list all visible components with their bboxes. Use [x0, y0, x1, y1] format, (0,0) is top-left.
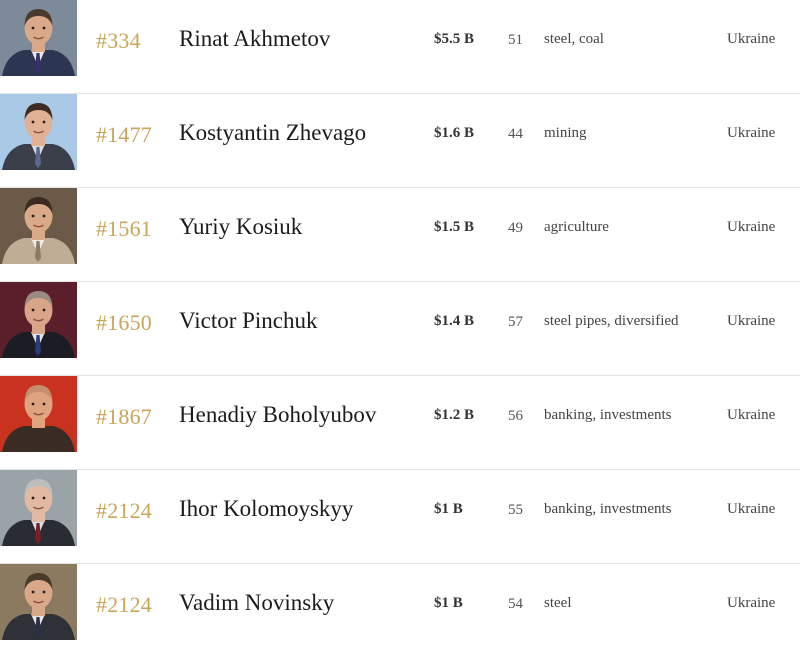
rank-label: #1650	[96, 310, 152, 335]
rank-label: #1561	[96, 216, 152, 241]
country-text: Ukraine	[727, 125, 776, 141]
age-value: 49	[508, 220, 523, 236]
country-text: Ukraine	[727, 595, 776, 611]
person-name-link[interactable]: Rinat Akhmetov	[179, 26, 331, 51]
net-worth-value: $1.2 B	[434, 407, 475, 423]
wealth-source-text: agriculture	[544, 219, 609, 235]
age-value: 51	[508, 32, 523, 48]
net-worth-value: $1 B	[434, 501, 463, 517]
country-text: Ukraine	[727, 501, 776, 517]
portrait-image	[0, 470, 77, 546]
age-value: 56	[508, 408, 523, 424]
rank-label: #2124	[96, 592, 152, 617]
wealth-source-text: mining	[544, 125, 587, 141]
avatar[interactable]	[0, 470, 77, 546]
person-name-link[interactable]: Vadim Novinsky	[179, 590, 335, 615]
avatar[interactable]	[0, 0, 77, 76]
avatar[interactable]	[0, 94, 77, 170]
rank-label: #1867	[96, 404, 152, 429]
person-name-link[interactable]: Kostyantin Zhevago	[179, 120, 367, 145]
net-worth-value: $1.6 B	[434, 125, 475, 141]
country-text: Ukraine	[727, 31, 776, 47]
net-worth-value: $5.5 B	[434, 31, 475, 47]
portrait-image	[0, 188, 77, 264]
person-name-link[interactable]: Victor Pinchuk	[179, 308, 318, 333]
net-worth-value: $1.4 B	[434, 313, 475, 329]
portrait-image	[0, 94, 77, 170]
country-text: Ukraine	[727, 219, 776, 235]
rank-label: #334	[96, 28, 141, 53]
avatar[interactable]	[0, 188, 77, 264]
avatar[interactable]	[0, 564, 77, 640]
avatar[interactable]	[0, 376, 77, 452]
wealth-source-text: banking, investments	[544, 501, 672, 517]
list-item[interactable]	[0, 188, 800, 282]
country-text: Ukraine	[727, 313, 776, 329]
portrait-image	[0, 0, 77, 76]
net-worth-value: $1 B	[434, 595, 463, 611]
person-name-link[interactable]: Henadiy Boholyubov	[179, 402, 377, 427]
list-item[interactable]	[0, 376, 800, 470]
age-value: 55	[508, 502, 523, 518]
age-value: 54	[508, 596, 523, 612]
wealth-source-text: steel pipes, diversified	[544, 313, 679, 329]
list-item[interactable]	[0, 470, 800, 564]
rank-label: #1477	[96, 122, 152, 147]
list-item[interactable]	[0, 94, 800, 188]
list-item[interactable]	[0, 0, 800, 94]
wealth-source-text: banking, investments	[544, 407, 672, 423]
list-item[interactable]	[0, 282, 800, 376]
age-value: 44	[508, 126, 523, 142]
net-worth-value: $1.5 B	[434, 219, 475, 235]
portrait-image	[0, 376, 77, 452]
country-text: Ukraine	[727, 407, 776, 423]
wealth-source-text: steel	[544, 595, 572, 611]
rank-label: #2124	[96, 498, 152, 523]
portrait-image	[0, 564, 77, 640]
portrait-image	[0, 282, 77, 358]
person-name-link[interactable]: Yuriy Kosiuk	[179, 214, 303, 239]
avatar[interactable]	[0, 282, 77, 358]
age-value: 57	[508, 314, 523, 330]
person-name-link[interactable]: Ihor Kolomoyskyy	[179, 496, 354, 521]
list-item[interactable]	[0, 564, 800, 658]
wealth-source-text: steel, coal	[544, 31, 604, 47]
